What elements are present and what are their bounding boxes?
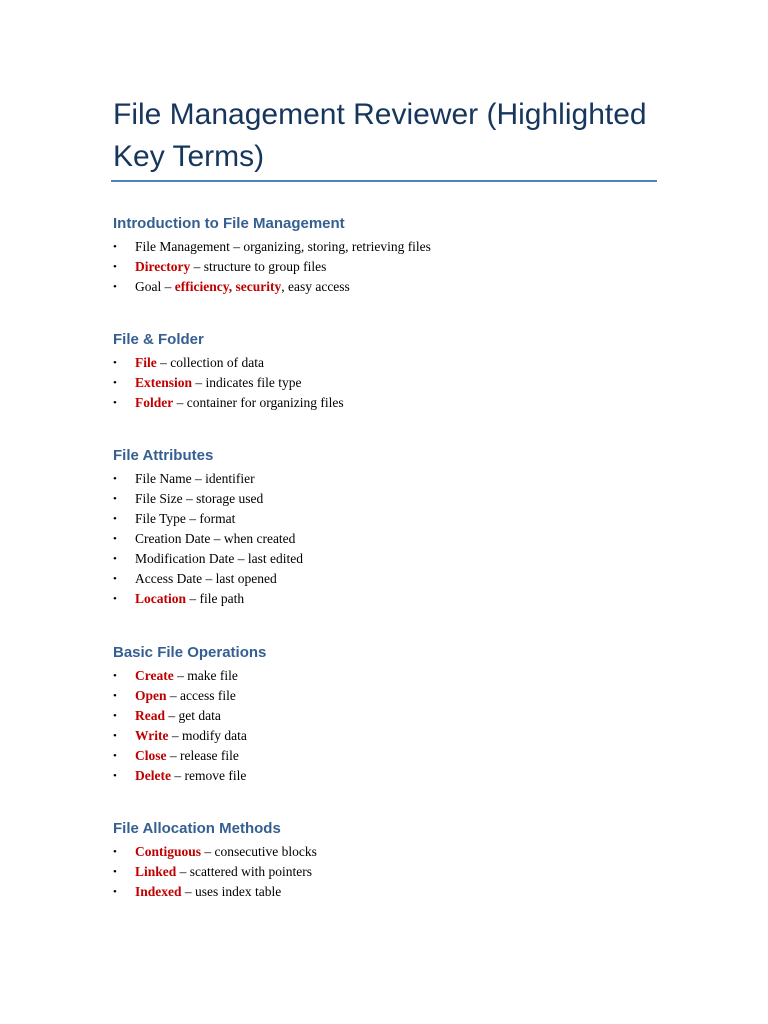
title-divider (111, 180, 657, 182)
list-item (113, 726, 673, 746)
bullet-list (113, 353, 673, 413)
item-text: – file path (186, 591, 245, 606)
section-heading: File & Folder (113, 331, 204, 348)
section (113, 213, 673, 297)
section-heading: Introduction to File Management (113, 215, 345, 232)
key-term: Indexed (135, 884, 182, 899)
bullet-icon: • (113, 553, 117, 565)
page-title: File Management Reviewer (Highlighted Key Terms) (113, 98, 647, 173)
key-term: Close (135, 748, 167, 763)
key-term: Extension (135, 375, 193, 390)
list-item (113, 882, 673, 902)
list-item (113, 469, 673, 489)
list-item (113, 766, 673, 786)
bullet-icon: • (113, 241, 117, 253)
section-heading: File Attributes (113, 447, 214, 464)
item-text: File Type – format (135, 511, 236, 526)
section (113, 642, 673, 786)
bullet-icon: • (113, 493, 117, 505)
bullet-icon: • (113, 533, 117, 545)
list-item (113, 529, 673, 549)
bullet-list (113, 469, 673, 609)
bullet-icon: • (113, 750, 117, 762)
item-text: Goal – (135, 279, 175, 294)
bullet-icon: • (113, 473, 117, 485)
bullet-icon: • (113, 593, 117, 605)
key-term: Open (135, 688, 167, 703)
item-text: – scattered with pointers (176, 864, 312, 879)
bullet-icon: • (113, 281, 117, 293)
list-item (113, 353, 673, 373)
bullet-icon: • (113, 770, 117, 782)
section (113, 329, 673, 413)
bullet-list (113, 237, 673, 297)
item-text: – get data (165, 708, 221, 723)
key-term: Write (135, 728, 169, 743)
key-term: Location (135, 591, 187, 606)
item-text: Creation Date – when created (135, 531, 296, 546)
key-term: Contiguous (135, 844, 202, 859)
bullet-icon: • (113, 710, 117, 722)
list-item (113, 393, 673, 413)
bullet-icon: • (113, 730, 117, 742)
key-term: efficiency, security (174, 279, 282, 294)
bullet-icon: • (113, 866, 117, 878)
bullet-icon: • (113, 690, 117, 702)
list-item (113, 569, 673, 589)
list-item (113, 589, 673, 609)
item-text: – consecutive blocks (201, 844, 317, 859)
list-item (113, 277, 673, 297)
item-text: – structure to group files (190, 259, 327, 274)
item-text: – remove file (170, 768, 247, 783)
item-text: – indicates file type (192, 375, 302, 390)
list-item (113, 373, 673, 393)
list-item (113, 257, 673, 277)
list-item (113, 746, 673, 766)
item-text: Access Date – last opened (135, 571, 277, 586)
key-term: Read (135, 708, 165, 723)
list-item (113, 706, 673, 726)
list-item (113, 509, 673, 529)
key-term: Directory (135, 259, 191, 274)
list-item (113, 549, 673, 569)
list-item (113, 666, 673, 686)
key-term: Delete (135, 768, 171, 783)
bullet-icon: • (113, 377, 117, 389)
key-term: Create (135, 668, 174, 683)
list-item (113, 842, 673, 862)
item-text: Modification Date – last edited (135, 551, 303, 566)
item-text: – modify data (168, 728, 247, 743)
section-heading: Basic File Operations (113, 644, 267, 661)
list-item (113, 862, 673, 882)
bullet-list (113, 842, 673, 902)
item-text: – make file (173, 668, 238, 683)
list-item (113, 237, 673, 257)
bullet-list (113, 666, 673, 786)
bullet-icon: • (113, 261, 117, 273)
bullet-icon: • (113, 886, 117, 898)
item-text: – access file (166, 688, 236, 703)
key-term: Folder (135, 395, 174, 410)
section (113, 445, 673, 609)
item-text: File Size – storage used (135, 491, 264, 506)
key-term: File (135, 355, 157, 370)
item-text: – uses index table (181, 884, 282, 899)
bullet-icon: • (113, 513, 117, 525)
section-heading: File Allocation Methods (113, 820, 281, 837)
list-item (113, 686, 673, 706)
bullet-icon: • (113, 397, 117, 409)
bullet-icon: • (113, 357, 117, 369)
section (113, 818, 673, 902)
item-text: File Management – organizing, storing, retrieving files (135, 239, 431, 254)
bullet-icon: • (113, 846, 117, 858)
item-text: – container for organizing files (173, 395, 344, 410)
item-text: – collection of data (156, 355, 264, 370)
item-text: , easy access (281, 279, 350, 294)
item-text: File Name – identifier (135, 471, 255, 486)
bullet-icon: • (113, 670, 117, 682)
list-item (113, 489, 673, 509)
bullet-icon: • (113, 573, 117, 585)
key-term: Linked (135, 864, 177, 879)
item-text: – release file (166, 748, 239, 763)
